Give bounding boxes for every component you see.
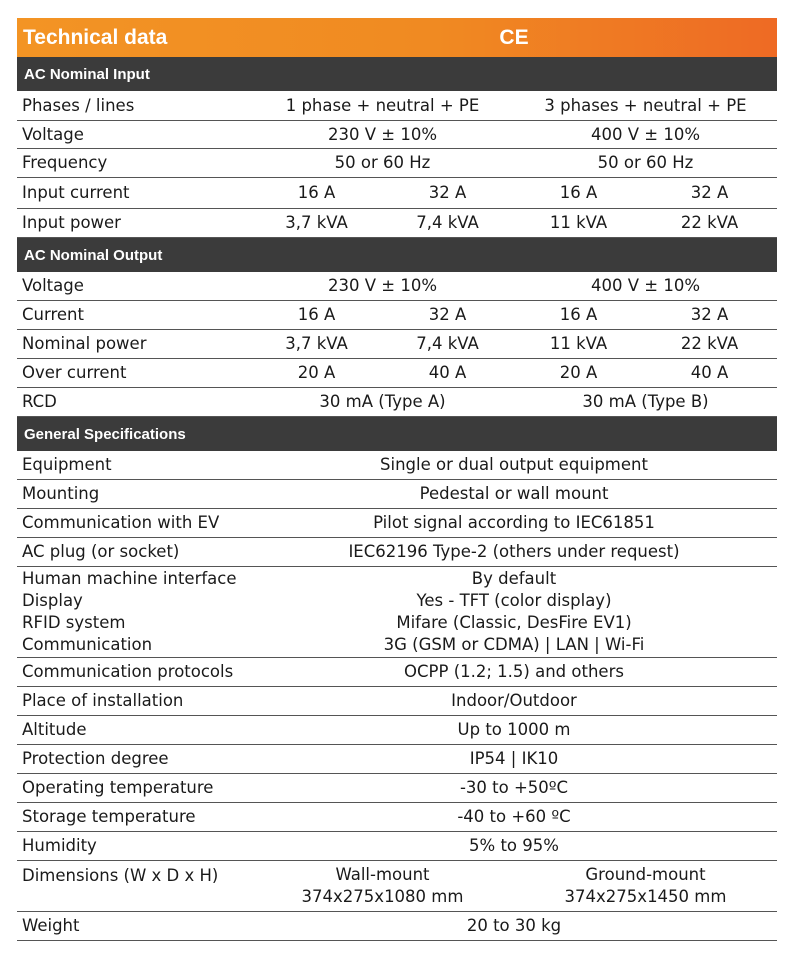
value-cell: 7,4 kVA	[416, 213, 479, 232]
section-header-output: AC Nominal Output	[17, 238, 777, 272]
value-cell: 11 kVA	[549, 334, 608, 353]
value-cell: Up to 1000 m	[457, 720, 571, 739]
value-cell: 40 A	[690, 363, 729, 382]
table-row	[17, 330, 777, 359]
table-row	[17, 832, 777, 861]
row-label: Frequency	[22, 153, 108, 172]
row-label: Communication with EV	[22, 513, 220, 532]
value-cell: 3,7 kVA	[285, 213, 348, 232]
table-header	[17, 18, 777, 57]
row-label: Altitude	[22, 720, 87, 739]
row-label: Protection degree	[22, 749, 169, 768]
table-row	[17, 509, 777, 538]
row-label-group	[17, 567, 251, 657]
value-cell: 16 A	[559, 183, 598, 202]
value-cell: Mifare (Classic, DesFire EV1)	[396, 613, 632, 632]
table-row	[17, 388, 777, 417]
row-label: AC plug (or socket)	[22, 542, 180, 561]
table-row	[17, 178, 777, 209]
row-label: Weight	[22, 916, 80, 935]
table-row	[17, 451, 777, 480]
table-row	[17, 538, 777, 567]
value-cell: 3G (GSM or CDMA) | LAN | Wi-Fi	[383, 635, 645, 654]
row-label: RFID system	[22, 613, 126, 632]
section-header-input: AC Nominal Input	[17, 57, 777, 91]
value-cell: 32 A	[690, 183, 729, 202]
value-cell: 32 A	[428, 305, 467, 324]
table-row	[17, 716, 777, 745]
three-phase-value: 400 V ± 10%	[590, 124, 700, 144]
value-cell: 16 A	[297, 305, 336, 324]
three-phase-value: 3 phases + neutral + PE	[544, 95, 747, 115]
value-cell: 3,7 kVA	[285, 334, 348, 353]
value-cell: 22 kVA	[680, 213, 739, 232]
row-label: Communication protocols	[22, 662, 234, 681]
row-label: RCD	[22, 392, 57, 411]
table-title: Technical data	[23, 25, 168, 49]
row-label: Input current	[22, 183, 130, 202]
row-label: Storage temperature	[22, 807, 196, 826]
single-phase-value: 1 phase + neutral + PE	[285, 95, 480, 115]
row-label: Phases / lines	[22, 95, 135, 115]
row-label: Humidity	[22, 836, 97, 855]
table-row	[17, 745, 777, 774]
row-label: Equipment	[22, 455, 112, 474]
value-cell: 16 A	[297, 183, 336, 202]
three-phase-value: 30 mA (Type B)	[582, 392, 709, 411]
standard-label: CE	[499, 25, 529, 49]
value-cell: IEC62196 Type-2 (others under request)	[348, 542, 680, 561]
three-phase-value: 50 or 60 Hz	[597, 153, 694, 172]
table-row	[17, 272, 777, 301]
table-row	[17, 209, 777, 238]
value-cell: Pedestal or wall mount	[419, 484, 609, 503]
value-cell: 7,4 kVA	[416, 334, 479, 353]
table-row	[17, 91, 777, 121]
row-label: Current	[22, 305, 84, 324]
table-row	[17, 121, 777, 149]
value-cell: Yes - TFT (color display)	[416, 591, 612, 610]
value-cell: 22 kVA	[680, 334, 739, 353]
value-cell: 32 A	[428, 183, 467, 202]
row-label: Voltage	[22, 124, 84, 144]
value-cell: OCPP (1.2; 1.5) and others	[404, 662, 624, 681]
value-cell: 5% to 95%	[469, 836, 559, 855]
table-row	[17, 658, 777, 687]
value-cell: 32 A	[690, 305, 729, 324]
value-cell: IP54 | IK10	[469, 749, 559, 768]
row-label: Over current	[22, 363, 127, 382]
value-cell: 20 to 30 kg	[466, 916, 562, 935]
table-row	[17, 301, 777, 330]
row-label-group	[17, 861, 251, 911]
single-phase-value: 50 or 60 Hz	[334, 153, 431, 172]
table-row	[17, 687, 777, 716]
three-phase-value: 400 V ± 10%	[590, 276, 700, 295]
value-cell: 11 kVA	[549, 213, 608, 232]
row-label: Nominal power	[22, 334, 147, 353]
ground-mount-value: 374x275x1450 mm	[564, 887, 727, 906]
table-row	[17, 149, 777, 178]
row-label: Place of installation	[22, 691, 184, 710]
row-label: Display	[22, 591, 83, 610]
technical-data-table	[17, 18, 777, 941]
value-cell: -40 to +60 ºC	[457, 807, 571, 826]
value-cell: By default	[471, 569, 557, 588]
row-label: Human machine interface	[22, 569, 237, 588]
value-cell: 20 A	[559, 363, 598, 382]
row-label: Dimensions (W x D x H)	[22, 866, 219, 885]
value-cell: 20 A	[297, 363, 336, 382]
row-label: Voltage	[22, 276, 84, 295]
row-label: Operating temperature	[22, 778, 214, 797]
wall-mount-value: 374x275x1080 mm	[301, 887, 464, 906]
table-row	[17, 567, 777, 658]
value-group	[251, 567, 777, 657]
value-cell: Pilot signal according to IEC61851	[373, 513, 655, 532]
row-label: Mounting	[22, 484, 100, 503]
ground-mount-title: Ground-mount	[585, 865, 706, 884]
single-phase-value: 230 V ± 10%	[327, 276, 437, 295]
value-cell: Single or dual output equipment	[380, 455, 648, 474]
single-phase-value: 30 mA (Type A)	[319, 392, 446, 411]
value-cell: -30 to +50ºC	[459, 778, 569, 797]
value-cell: 16 A	[559, 305, 598, 324]
wall-mount-cell	[251, 861, 514, 911]
table-row	[17, 803, 777, 832]
value-cell: 40 A	[428, 363, 467, 382]
value-cell: Indoor/Outdoor	[451, 691, 577, 710]
row-label: Communication	[22, 635, 153, 654]
table-row	[17, 912, 777, 941]
wall-mount-title: Wall-mount	[335, 865, 430, 884]
row-label: Input power	[22, 213, 121, 232]
ground-mount-cell	[514, 861, 777, 911]
single-phase-value: 230 V ± 10%	[327, 124, 437, 144]
table-row	[17, 480, 777, 509]
section-header-general: General Specifications	[17, 417, 777, 451]
table-row	[17, 359, 777, 388]
table-row	[17, 774, 777, 803]
table-row	[17, 861, 777, 912]
